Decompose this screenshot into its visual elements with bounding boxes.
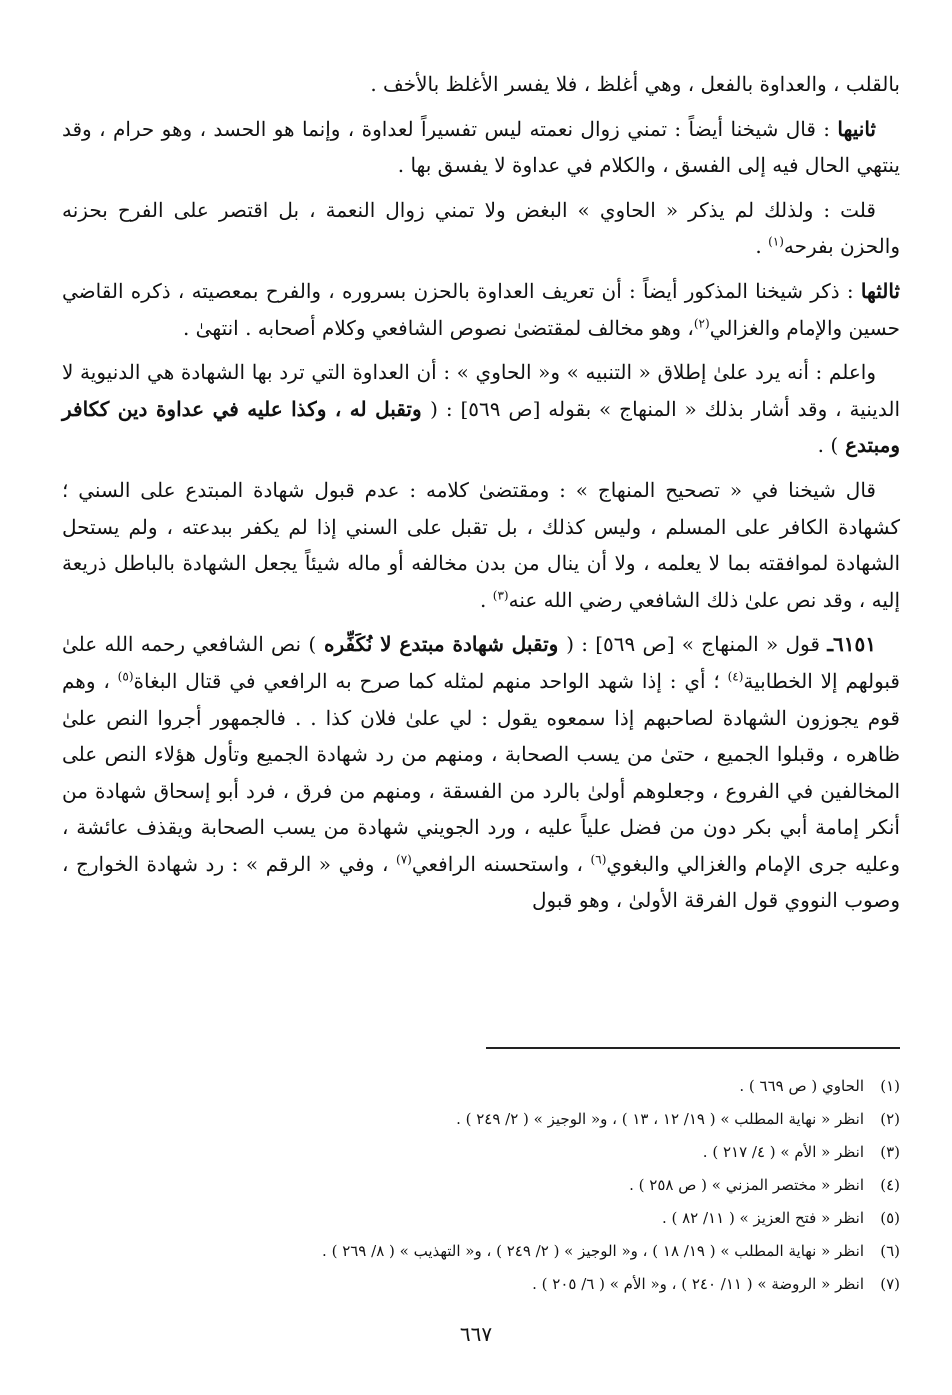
paragraph-text: . <box>755 234 769 259</box>
paragraph-lead: ثانيها <box>837 116 876 141</box>
footnote-item <box>62 1268 900 1301</box>
paragraph-text: . <box>480 587 493 612</box>
footnote-number: (٥) <box>880 1209 900 1227</box>
footnote-text: انظر « فتح العزيز » ( ١١/ ٨٢ ) . <box>661 1209 864 1227</box>
footnote-text: انظر « نهاية المطلب » ( ١٩/ ١٨ ) ، و« الوجيز » ( ٢/ ٢٤٩ ) ، و« التهذيب » ( ٨/ ٢٦٩ ) . <box>322 1242 864 1260</box>
paragraph-6 <box>62 472 900 618</box>
footnote-text: انظر « مختصر المزني » ( ص ٢٥٨ ) . <box>629 1176 864 1194</box>
paragraph-text: قول « المنهاج » [ص ٥٦٩] : ( <box>566 632 828 657</box>
paragraph-text: : ذكر شيخنا المذكور أيضاً : أن تعريف العداوة بالحزن بسروره ، والفرح بمعصيته ، ذكره القاضي حسين والإمام والغزالي <box>62 278 900 340</box>
footnote-ref-2[interactable]: (٢) <box>693 315 710 330</box>
paragraph-1 <box>62 66 900 103</box>
footnote-item <box>62 1169 900 1202</box>
paragraph-text: ؛ أي : إذا شهد الواحد منهم لمثله كما صرح به الرافعي في قتال البغاة <box>133 668 728 693</box>
footnotes <box>62 1070 900 1301</box>
quoted-text: وتقبل له ، وكذا عليه في عداوة دين ككافر ومبتدع <box>62 396 900 458</box>
footnote-item <box>62 1103 900 1136</box>
paragraph-7 <box>62 626 900 919</box>
footnote-text: انظر « الروضة » ( ١١/ ٢٤٠ ) ، و« الأم » ( ٦/ ٢٠٥ ) . <box>532 1275 864 1293</box>
paragraph-5 <box>62 354 900 464</box>
footnote-item <box>62 1235 900 1268</box>
paragraph-2 <box>62 111 900 184</box>
footnote-item <box>62 1070 900 1103</box>
footnote-divider <box>486 1047 900 1049</box>
paragraph-text: قال شيخنا في « تصحيح المنهاج » : ومقتضىٰ كلامه : عدم قبول شهادة المبتدع على السني ؛ كشهادة الكافر على المسلم ، وليس كذلك ، بل تقبل على السني إذا لم يكفر ببدعته ، ولم يستحل الشهادة لموافقته بما لا يعلمه ، ولا أن ينال من بدن مخالفه أو ماله شيئاً يجعل الشهادة بالباطل ذريعة إليه ، وقد نص علىٰ ذلك الشافعي رضي الله عنه <box>62 477 901 612</box>
footnote-text: الحاوي ( ص ٦٦٩ ) . <box>739 1077 864 1095</box>
paragraph-text: واعلم : أنه يرد علىٰ إطلاق « التنبيه » و« الحاوي » : أن العداوة التي ترد بها الشهادة هي الدنيوية لا الدينية ، وقد أشار بذلك « المنهاج » بقوله [ص ٥٦٩] : ( <box>62 360 900 421</box>
paragraph-text: : قال شيخنا أيضاً : تمني زوال نعمته ليس تفسيراً لعداوة ، وإنما هو الحسد ، وهو حرام ، وقد ينتهي الحال فيه إلى الفسق ، والكلام في عداوة لا يفسق بها . <box>62 116 900 178</box>
footnote-ref-3[interactable]: (٣) <box>492 588 509 603</box>
paragraph-text: ، وهم قوم يجوزون الشهادة لصاحبهم إذا سمعوه يقول : لي علىٰ فلان كذا . . فالجمهور أجروا النص علىٰ ظاهره ، وقبلوا الجميع ، حتىٰ من يسب الصحابة ، ومنهم من رد شهادة الجميع وتأول هؤلاء النص على المخالفين في الفروع ، وجعلوهم أولىٰ بالرد من الفسقة ، ومنهم من فرق ، فرد أبو إسحاق شهادة من أنكر إمامة أبي بكر دون من فضل علياً عليه ، ورد الجويني شهادة من يسب الصحابة ويقذف عائشة ، وعليه جرى الإمام والغزالي والبغوي <box>62 668 900 876</box>
paragraph-text: ) . <box>817 433 839 458</box>
paragraph-text: ، وهو مخالف لمقتضىٰ نصوص الشافعي وكلام أصحابه . انتهىٰ . <box>182 315 694 340</box>
paragraph-text: بالقلب ، والعداوة بالفعل ، وهي أغلظ ، فلا يفسر الأغلظ بالأخف . <box>370 72 900 96</box>
paragraph-text: ) نص الشافعي رحمه الله علىٰ قبولهم إلا الخطابية <box>62 632 900 693</box>
footnote-number: (١) <box>880 1077 900 1095</box>
quoted-text: وتقبل شهادة مبتدع لا نُكَفِّره <box>316 632 567 657</box>
footnote-ref-7[interactable]: (٧) <box>396 852 412 867</box>
footnote-ref-5[interactable]: (٥) <box>117 669 134 684</box>
footnote-number: (٢) <box>880 1110 900 1128</box>
paragraph-text: قلت : ولذلك لم يذكر « الحاوي » البغض ولا تمني زوال النعمة ، بل اقتصر على الفرح بحزنه والحزن بفرحه <box>62 197 900 259</box>
footnote-number: (٤) <box>880 1176 900 1194</box>
footnote-item <box>62 1202 900 1235</box>
footnote-number: (٧) <box>880 1275 900 1293</box>
footnote-ref-4[interactable]: (٤) <box>727 669 744 684</box>
footnote-item <box>62 1136 900 1169</box>
paragraph-4 <box>62 273 900 346</box>
paragraph-text: ، وفي « الرقم » : رد شهادة الخوارج ، وصوب النووي قول الفرقة الأولىٰ ، وهو قبول <box>62 851 900 913</box>
paragraph-text: ، واستحسنه الرافعي <box>411 851 591 876</box>
entry-number: ٦١٥١ـ <box>827 632 877 657</box>
paragraph-3 <box>62 192 900 265</box>
main-text <box>62 66 900 927</box>
paragraph-lead: ثالثها <box>860 278 900 303</box>
footnote-text: انظر « نهاية المطلب » ( ١٩/ ١٢ ، ١٣ ) ، و« الوجيز » ( ٢/ ٢٤٩ ) . <box>456 1110 864 1128</box>
page-number: ٦٦٧ <box>459 1322 493 1346</box>
footnote-number: (٦) <box>880 1242 900 1260</box>
footnote-ref-1[interactable]: (١) <box>768 234 784 249</box>
footnote-text: انظر « الأم » ( ٤/ ٢١٧ ) . <box>702 1143 864 1161</box>
footnote-ref-6[interactable]: (٦) <box>590 852 607 867</box>
footnote-number: (٣) <box>880 1143 900 1161</box>
